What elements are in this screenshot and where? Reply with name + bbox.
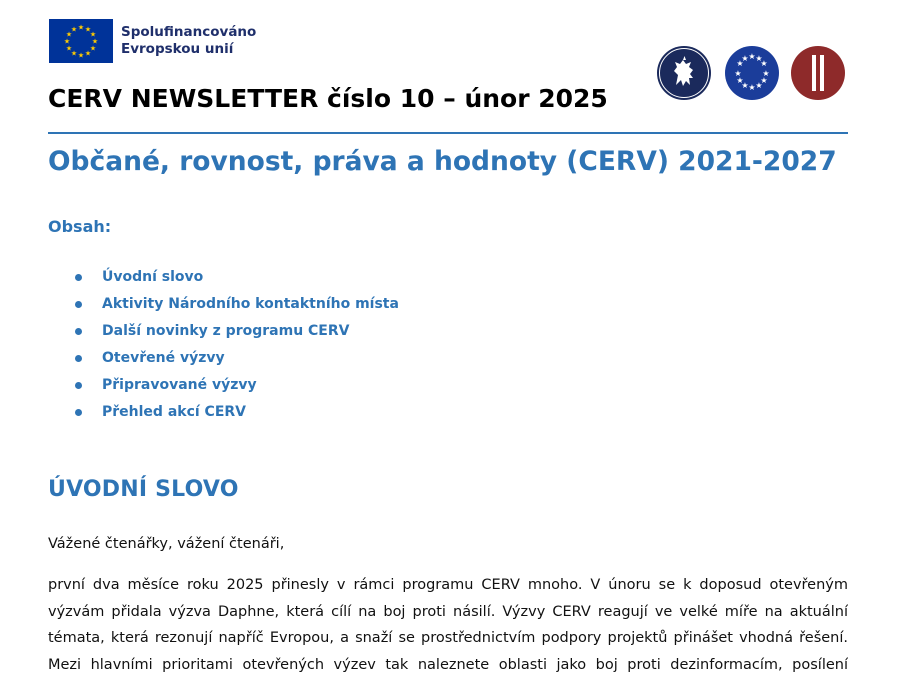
svg-text:★: ★: [90, 31, 96, 39]
toc-link-dalsi-novinky[interactable]: Další novinky z programu CERV: [102, 323, 349, 339]
eu-logo-line1: Spolufinancováno: [121, 24, 256, 41]
svg-text:★: ★: [78, 24, 84, 32]
intro-paragraph: [48, 572, 848, 678]
toc-item-aktivity-nkm: [48, 291, 399, 318]
toc-heading: Obsah:: [48, 216, 111, 238]
svg-text:★: ★: [66, 45, 72, 53]
eu-logo-line2: Evropskou unií: [121, 41, 256, 58]
toc-link-otevrene-vyzvy[interactable]: Otevřené výzvy: [102, 350, 225, 366]
program-title: Občané, rovnost, práva a hodnoty (CERV) 2021-2027: [48, 143, 837, 181]
svg-text:★: ★: [736, 59, 743, 68]
svg-text:★: ★: [71, 50, 77, 58]
svg-text:★: ★: [736, 76, 743, 85]
svg-text:★: ★: [90, 45, 96, 53]
svg-text:★: ★: [64, 38, 70, 46]
section-heading-uvodni-slovo: ÚVODNÍ SLOVO: [48, 475, 239, 505]
bullet-icon: [75, 355, 82, 362]
svg-text:★: ★: [78, 52, 84, 60]
czech-lion-emblem-icon: [656, 45, 712, 101]
eu-stars-emblem-icon: [724, 45, 780, 101]
svg-text:★: ★: [748, 52, 755, 61]
paragraph-line: výzvám přidala výzva Daphne, která cílí na boj proti násilí. Výzvy CERV reagují ve velké míře na aktuální: [48, 599, 848, 626]
svg-text:★: ★: [85, 50, 91, 58]
newsletter-title: CERV NEWSLETTER číslo 10 – únor 2025: [48, 82, 608, 116]
svg-text:★: ★: [66, 31, 72, 39]
eu-cofunding-logo: [49, 19, 256, 63]
toc-link-prehled-akci[interactable]: Přehled akcí CERV: [102, 404, 246, 420]
header-divider: [48, 132, 848, 134]
svg-text:★: ★: [755, 54, 762, 63]
toc-item-otevrene-vyzvy: [48, 345, 399, 372]
paragraph-line: témata, která rezonují napříč Evropou, a snaží se prostřednictvím podpory projektů přinášet vhodná řešení.: [48, 625, 848, 652]
bullet-icon: [75, 382, 82, 389]
toc-item-dalsi-novinky: [48, 318, 399, 345]
toc-item-prehled-akci: [48, 399, 399, 426]
svg-text:★: ★: [734, 69, 741, 78]
greeting-text: Vážené čtenářky, vážení čtenáři,: [48, 534, 284, 554]
toc-list: [48, 264, 399, 426]
paragraph-line: první dva měsíce roku 2025 přinesly v rámci programu CERV mnoho. V únoru se k doposud otevřeným: [48, 572, 848, 599]
eu-flag-icon: [49, 19, 113, 63]
bullet-icon: [75, 274, 82, 281]
toc-item-uvodni-slovo: [48, 264, 399, 291]
bullet-icon: [75, 301, 82, 308]
svg-text:★: ★: [85, 26, 91, 34]
svg-text:★: ★: [741, 54, 748, 63]
svg-text:★: ★: [741, 81, 748, 90]
toc-link-uvodni-slovo[interactable]: Úvodní slovo: [102, 269, 203, 285]
svg-text:★: ★: [71, 26, 77, 34]
svg-text:★: ★: [760, 76, 767, 85]
toc-link-aktivity-nkm[interactable]: Aktivity Národního kontaktního místa: [102, 296, 399, 312]
svg-text:★: ★: [762, 69, 769, 78]
toc-item-pripravovane-vyzvy: [48, 372, 399, 399]
maroon-pillars-emblem-icon: [790, 45, 846, 101]
svg-text:★: ★: [748, 83, 755, 92]
svg-text:★: ★: [755, 81, 762, 90]
eu-logo-text: [121, 24, 256, 58]
bullet-icon: [75, 409, 82, 416]
bullet-icon: [75, 328, 82, 335]
paragraph-line: Mezi hlavními prioritami otevřených výzev tak naleznete oblasti jako boj proti dezinformacím, posílení: [48, 652, 848, 678]
toc-link-pripravovane-vyzvy[interactable]: Připravované výzvy: [102, 377, 257, 393]
svg-text:★: ★: [92, 38, 98, 46]
svg-text:★: ★: [760, 59, 767, 68]
